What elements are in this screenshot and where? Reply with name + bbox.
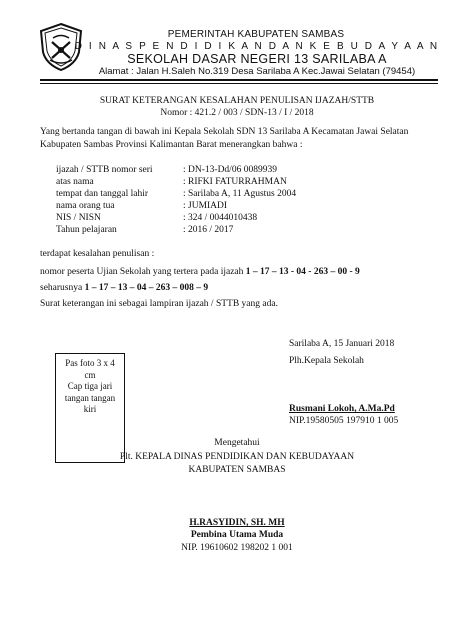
field-value: : 324 / 0044010438 [183,213,258,223]
field-label: NIS / NISN [56,213,101,223]
photo-box-line: tangan tangan [64,392,116,403]
letterhead-agency: D I N A S P E N D I D I K A N D A N K E B U D A Y A A N [74,41,440,52]
photo-box-line: Cap tiga jari [67,381,113,391]
field-value: : RIFKI FATURRAHMAN [183,177,287,187]
errors-line-2-correct-number: 1 – 17 – 13 – 04 – 263 – 008 – 9 [84,283,209,293]
errors-line-1 [40,266,360,279]
photo-box-line: Pas foto 3 x 4 [65,358,115,368]
acknowledgment-heading: Mengetahui [214,438,260,448]
signature-nip: NIP.19580505 197910 1 005 [289,416,399,426]
field-value: : 2016 / 2017 [183,225,234,235]
field-label: nama orang tua [56,201,115,211]
acknowledgment-office-1: Plt. KEPALA DINAS PENDIDIKAN DAN KEBUDAYAAN [119,452,355,462]
acknowledgment-rank: Pembina Utama Muda [190,530,284,540]
intro-line-1: Yang bertanda tangan di bawah ini Kepala Sekolah SDN 13 Sarilaba A Kecamatan Jawai Selatan [40,127,409,137]
field-label: tempat dan tanggal lahir [56,189,149,199]
errors-heading: terdapat kesalahan penulisan : [40,249,155,259]
photo-box-line: kiri [83,404,97,414]
acknowledgment-nip: NIP. 19610602 198202 1 001 [181,543,293,553]
field-label: ijazah / STTB nomor seri [56,165,153,175]
signature-place-date: Sarilaba A, 15 Januari 2018 [289,339,395,349]
letterhead-rule-thick [40,79,438,81]
closing-statement: Surat keterangan ini sebagai lampiran ijazah / STTB yang ada. [40,299,278,309]
intro-line-2: Kabupaten Sambas Provinsi Kalimantan Barat menerangkan bahwa : [40,140,303,150]
letterhead-government: PEMERINTAH KABUPATEN SAMBAS [167,29,345,40]
field-label: Tahun pelajaran [56,225,117,235]
signature-role: Plh.Kepala Sekolah [289,356,364,366]
document-number: Nomor : 421.2 / 003 / SDN-13 / I / 2018 [160,108,314,118]
photo-box-line: cm [84,369,96,380]
field-label: atas nama [56,177,94,187]
signature-name: Rusmani Lokoh, A.Ma.Pd [289,404,395,414]
acknowledgment-name: H.RASYIDIN, SH. MH [189,518,285,528]
errors-line-1-wrong-number: 1 – 17 – 13 - 04 - 263 – 00 - 9 [245,267,360,277]
acknowledgment-office-2: KABUPATEN SAMBAS [188,465,286,475]
document-title: SURAT KETERANGAN KESALAHAN PENULISAN IJAZAH/STTB [99,96,375,106]
errors-line-2 [40,282,208,295]
letterhead-rule-thin [40,83,438,84]
errors-line-2-text: seharusnya [40,283,85,293]
field-value: : DN-13-Dd/06 0089939 [183,165,277,175]
field-value: : JUMIADI [183,201,228,211]
errors-line-1-text: nomor peserta Ujian Sekolah yang tertera pada ijazah [40,267,246,277]
letterhead-school: SEKOLAH DASAR NEGERI 13 SARILABA A [127,52,387,66]
field-value: : Sarilaba A, 11 Agustus 2004 [183,189,297,199]
letterhead-address: Alamat : Jalan H.Saleh No.319 Desa Sarilaba A Kec.Jawai Selatan (79454) [98,66,416,77]
